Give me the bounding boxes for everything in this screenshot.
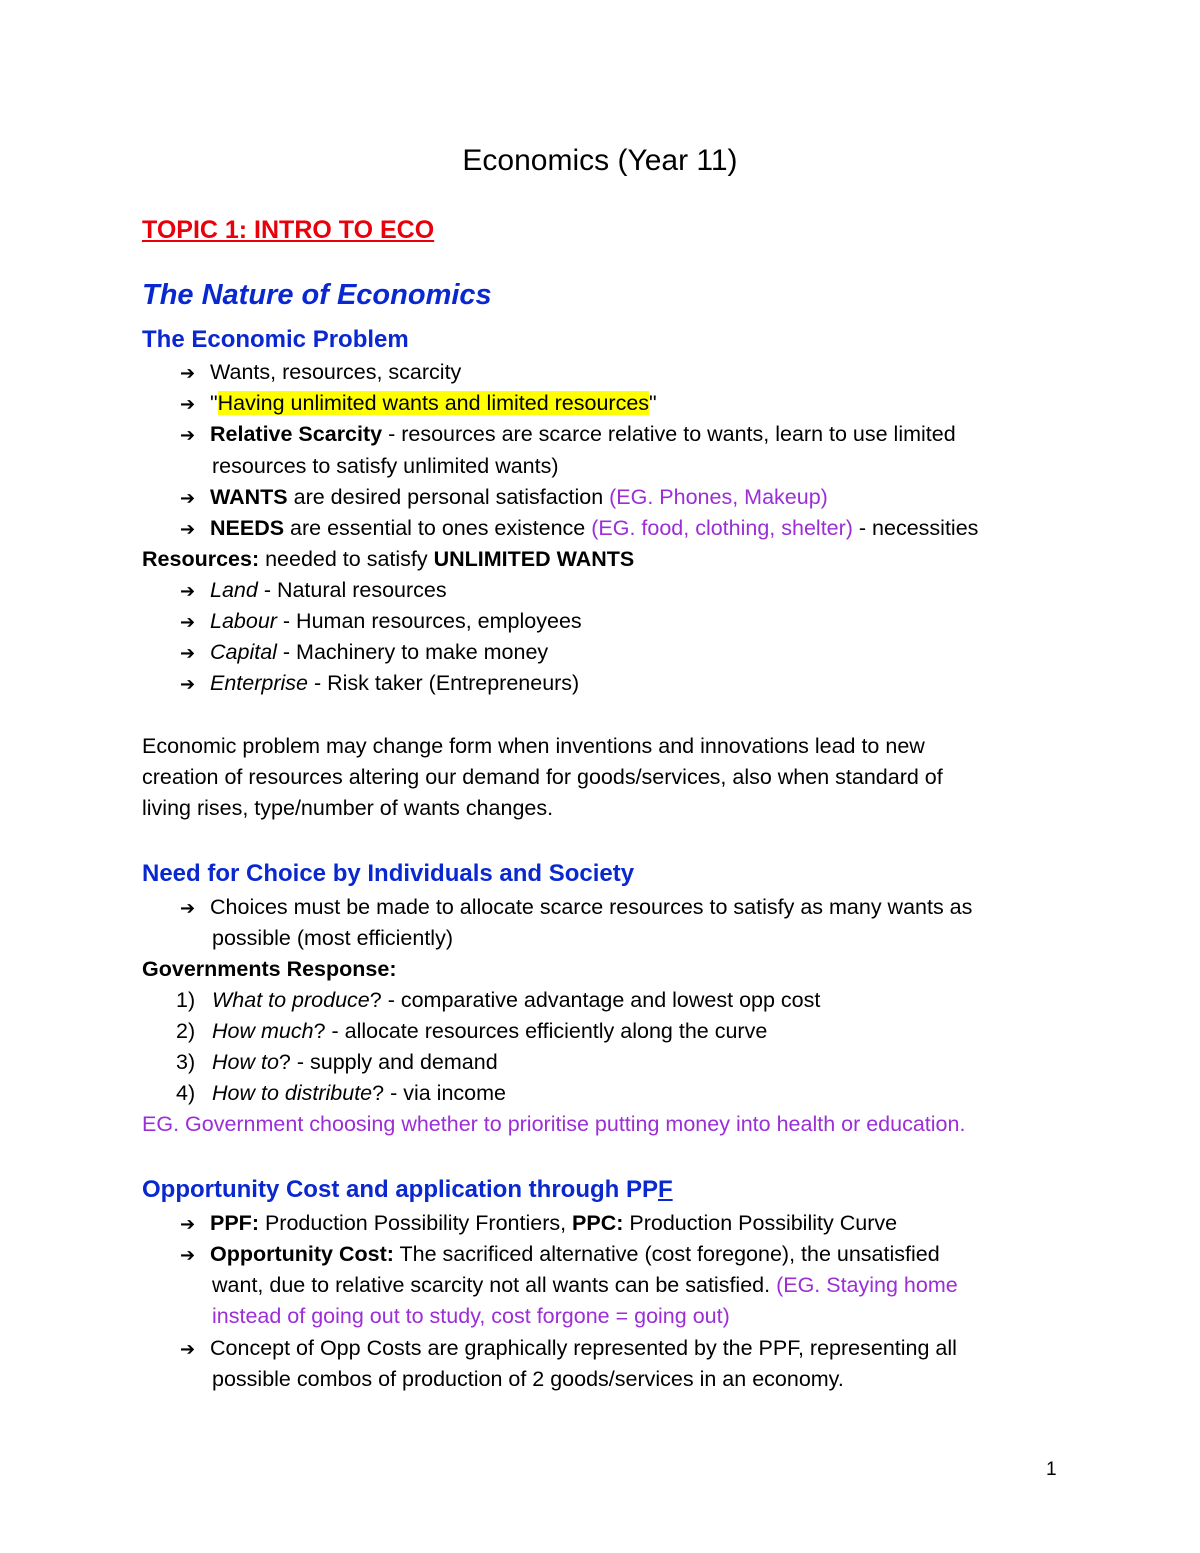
paragraph-line: Economic problem may change form when inventions and innovations lead to new [142,734,925,758]
bullet-continuation: possible (most efficiently) [212,926,453,950]
arrow-icon: ➔ [180,581,196,602]
bullet-item: ➔ Concept of Opp Costs are graphically represented by the PPF, representing all [180,1336,957,1360]
arrow-icon: ➔ [180,612,196,633]
numbered-item: 2) How much? - allocate resources efficiently along the curve [176,1019,768,1043]
page-number: 1 [1046,1459,1057,1480]
opportunity-cost-heading: Opportunity Cost and application through PPF [142,1176,673,1203]
bullet-continuation: want, due to relative scarcity not all wants can be satisfied. (EG. Staying home [212,1273,958,1297]
arrow-icon: ➔ [180,425,196,446]
topic-heading: TOPIC 1: INTRO TO ECO [142,216,435,244]
bullet-item: ➔ Opportunity Cost: The sacrificed alternative (cost foregone), the unsatisfied [180,1242,940,1266]
bullet-item: ➔ NEEDS are essential to ones existence (EG. food, clothing, shelter) - necessities [180,516,979,540]
section-heading: The Nature of Economics [142,279,492,311]
arrow-icon: ➔ [180,1214,196,1235]
governments-response-label: Governments Response: [142,957,397,981]
arrow-icon: ➔ [180,643,196,664]
arrow-icon: ➔ [180,898,196,919]
bullet-continuation: possible combos of production of 2 goods/services in an economy. [212,1367,844,1391]
resources-line: Resources: needed to satisfy UNLIMITED WANTS [142,547,635,571]
numbered-item: 4) How to distribute? - via income [176,1081,506,1105]
bullet-continuation: resources to satisfy unlimited wants) [212,454,559,478]
arrow-icon: ➔ [180,1245,196,1266]
arrow-icon: ➔ [180,519,196,540]
bullet-item: ➔ Relative Scarcity - resources are scarce relative to wants, learn to use limited [180,422,956,446]
numbered-item: 3) How to? - supply and demand [176,1050,498,1074]
bullet-item: ➔ Choices must be made to allocate scarce resources to satisfy as many wants as [180,895,973,919]
economic-problem-heading: The Economic Problem [142,326,409,353]
arrow-icon: ➔ [180,394,196,415]
resource-item: ➔ Enterprise - Risk taker (Entrepreneurs) [180,671,580,695]
resource-item: ➔ Land - Natural resources [180,578,447,602]
numbered-item: 1) What to produce? - comparative advantage and lowest opp cost [176,988,821,1012]
document-title: Economics (Year 11) [462,144,738,177]
paragraph-line: creation of resources altering our demand for goods/services, also when standard of [142,765,943,789]
paragraph-line: living rises, type/number of wants changes. [142,796,554,820]
bullet-item: ➔ Wants, resources, scarcity [180,360,462,384]
bullet-continuation: instead of going out to study, cost forgone = going out) [212,1304,730,1328]
example-line: EG. Government choosing whether to prioritise putting money into health or education. [142,1112,966,1136]
choice-heading: Need for Choice by Individuals and Society [142,860,635,887]
arrow-icon: ➔ [180,488,196,509]
bullet-item: ➔ WANTS are desired personal satisfaction (EG. Phones, Makeup) [180,485,828,509]
resource-item: ➔ Capital - Machinery to make money [180,640,549,664]
arrow-icon: ➔ [180,1339,196,1360]
highlighted-quote: Having unlimited wants and limited resources [217,391,650,415]
arrow-icon: ➔ [180,363,196,384]
arrow-icon: ➔ [180,674,196,695]
bullet-item: ➔ PPF: Production Possibility Frontiers, PPC: Production Possibility Curve [180,1211,898,1235]
bullet-item: ➔ "Having unlimited wants and limited resources" [180,391,657,415]
resource-item: ➔ Labour - Human resources, employees [180,609,582,633]
